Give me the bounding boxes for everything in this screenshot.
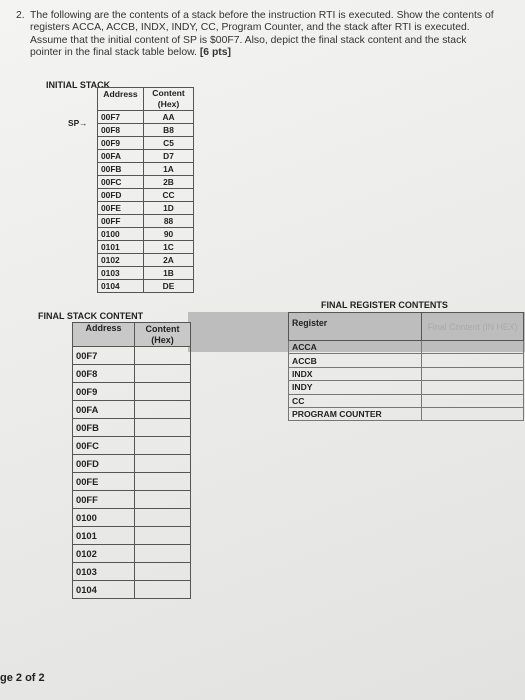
register-value-cell[interactable] [422,381,524,394]
initial-address-cell: 00FC [98,176,144,189]
initial-address-cell: 00FA [98,150,144,163]
initial-content-cell: 2A [144,254,194,267]
register-row [289,394,524,407]
initial-content-cell: 1C [144,241,194,254]
final-address-cell: 0103 [73,563,135,581]
final-content-cell[interactable] [135,365,191,383]
initial-stack-table [97,87,194,293]
initial-stack-row [98,215,194,228]
initial-content-cell: CC [144,189,194,202]
initial-stack-row [98,267,194,280]
final-stack-row [73,491,191,509]
initial-stack-row [98,150,194,163]
initial-stack-row [98,254,194,267]
initial-address-cell: 0101 [98,241,144,254]
final-stack-row [73,545,191,563]
initial-stack-row [98,280,194,293]
final-stack-row [73,437,191,455]
final-stack-row [73,383,191,401]
question-points: [6 pts] [199,47,232,59]
final-address-cell: 00F8 [73,365,135,383]
register-row [289,407,524,420]
final-address-header: Address [73,323,135,347]
final-stack-label: FINAL STACK CONTENT [38,311,144,321]
register-row [289,367,524,380]
initial-content-cell: B8 [144,124,194,137]
final-content-cell[interactable] [135,347,191,365]
register-row [289,381,524,394]
final-content-cell[interactable] [135,473,191,491]
initial-address-cell: 0104 [98,280,144,293]
initial-address-cell: 00FF [98,215,144,228]
initial-stack-row [98,124,194,137]
initial-content-cell: 88 [144,215,194,228]
initial-address-header: Address [98,88,144,111]
final-content-cell[interactable] [135,455,191,473]
final-stack-row [73,455,191,473]
final-stack-row [73,509,191,527]
initial-stack-row [98,137,194,150]
question-number: 2. [16,10,25,21]
final-content-cell[interactable] [135,545,191,563]
register-name-cell: CC [289,394,422,407]
initial-address-cell: 0100 [98,228,144,241]
initial-content-cell: 2B [144,176,194,189]
initial-stack-row [98,228,194,241]
register-value-cell[interactable] [422,354,524,367]
final-content-cell[interactable] [135,383,191,401]
final-content-cell[interactable] [135,401,191,419]
register-value-cell[interactable] [422,367,524,380]
register-value-cell[interactable] [422,407,524,420]
register-value-cell[interactable] [422,394,524,407]
final-address-cell: 00FE [73,473,135,491]
initial-address-cell: 00F8 [98,124,144,137]
question-body: The following are the contents of a stack before the instruction RTI is executed. Show the contents of registers ACCA, ACCB, INDX, INDY, CC, Program Counter, and the stack after RTI is executed. Assume that the initial content of SP is $00F7. Also, depict the final stack content and the stack pointer in the final stack table below. [30,10,494,59]
final-registers-label: FINAL REGISTER CONTENTS [321,300,448,310]
final-address-cell: 00FC [73,437,135,455]
register-name-cell: ACCA [289,341,422,354]
initial-address-cell: 00FD [98,189,144,202]
initial-content-cell: 90 [144,228,194,241]
initial-address-cell: 0102 [98,254,144,267]
final-stack-row [73,563,191,581]
initial-address-cell: 00F7 [98,111,144,124]
final-address-cell: 0102 [73,545,135,563]
final-stack-row [73,419,191,437]
register-name-cell: PROGRAM COUNTER [289,407,422,420]
register-row [289,341,524,354]
final-content-cell[interactable] [135,419,191,437]
initial-stack-row [98,163,194,176]
register-name-cell: INDX [289,367,422,380]
final-content-cell[interactable] [135,563,191,581]
register-header: Register [289,313,422,341]
final-stack-row [73,581,191,599]
initial-stack-label: INITIAL STACK [46,80,111,90]
final-stack-row [73,347,191,365]
final-address-cell: 0100 [73,509,135,527]
initial-address-cell: 00FE [98,202,144,215]
final-address-cell: 0104 [73,581,135,599]
initial-stack-row [98,202,194,215]
final-register-table [288,312,524,421]
initial-stack-row [98,176,194,189]
initial-address-cell: 00FB [98,163,144,176]
initial-content-cell: 1B [144,267,194,280]
final-content-cell[interactable] [135,509,191,527]
initial-content-header: Content (Hex) [144,88,194,111]
initial-stack-row [98,111,194,124]
initial-stack-row [98,241,194,254]
final-content-cell[interactable] [135,581,191,599]
final-address-cell: 00F9 [73,383,135,401]
final-address-cell: 00FD [73,455,135,473]
final-stack-row [73,473,191,491]
final-content-cell[interactable] [135,437,191,455]
stack-pointer-marker: SP→ [68,118,88,128]
final-content-header: Content (Hex) [135,323,191,347]
final-stack-row [73,365,191,383]
final-address-cell: 0101 [73,527,135,545]
initial-address-cell: 00F9 [98,137,144,150]
initial-content-cell: D7 [144,150,194,163]
final-address-cell: 00FF [73,491,135,509]
final-stack-row [73,527,191,545]
question-text [16,10,500,60]
register-row [289,354,524,367]
final-address-cell: 00F7 [73,347,135,365]
final-address-cell: 00FB [73,419,135,437]
initial-content-cell: AA [144,111,194,124]
initial-content-cell: C5 [144,137,194,150]
initial-content-cell: 1A [144,163,194,176]
final-content-cell[interactable] [135,491,191,509]
register-name-cell: ACCB [289,354,422,367]
register-value-cell[interactable] [422,341,524,354]
initial-address-cell: 0103 [98,267,144,280]
final-content-cell[interactable] [135,527,191,545]
final-stack-row [73,401,191,419]
register-name-cell: INDY [289,381,422,394]
initial-stack-row [98,189,194,202]
final-address-cell: 00FA [73,401,135,419]
register-content-header: Final Content (IN HEX) [422,313,524,341]
initial-content-cell: 1D [144,202,194,215]
initial-content-cell: DE [144,280,194,293]
page-number: ge 2 of 2 [0,672,45,684]
final-stack-table [72,322,191,599]
